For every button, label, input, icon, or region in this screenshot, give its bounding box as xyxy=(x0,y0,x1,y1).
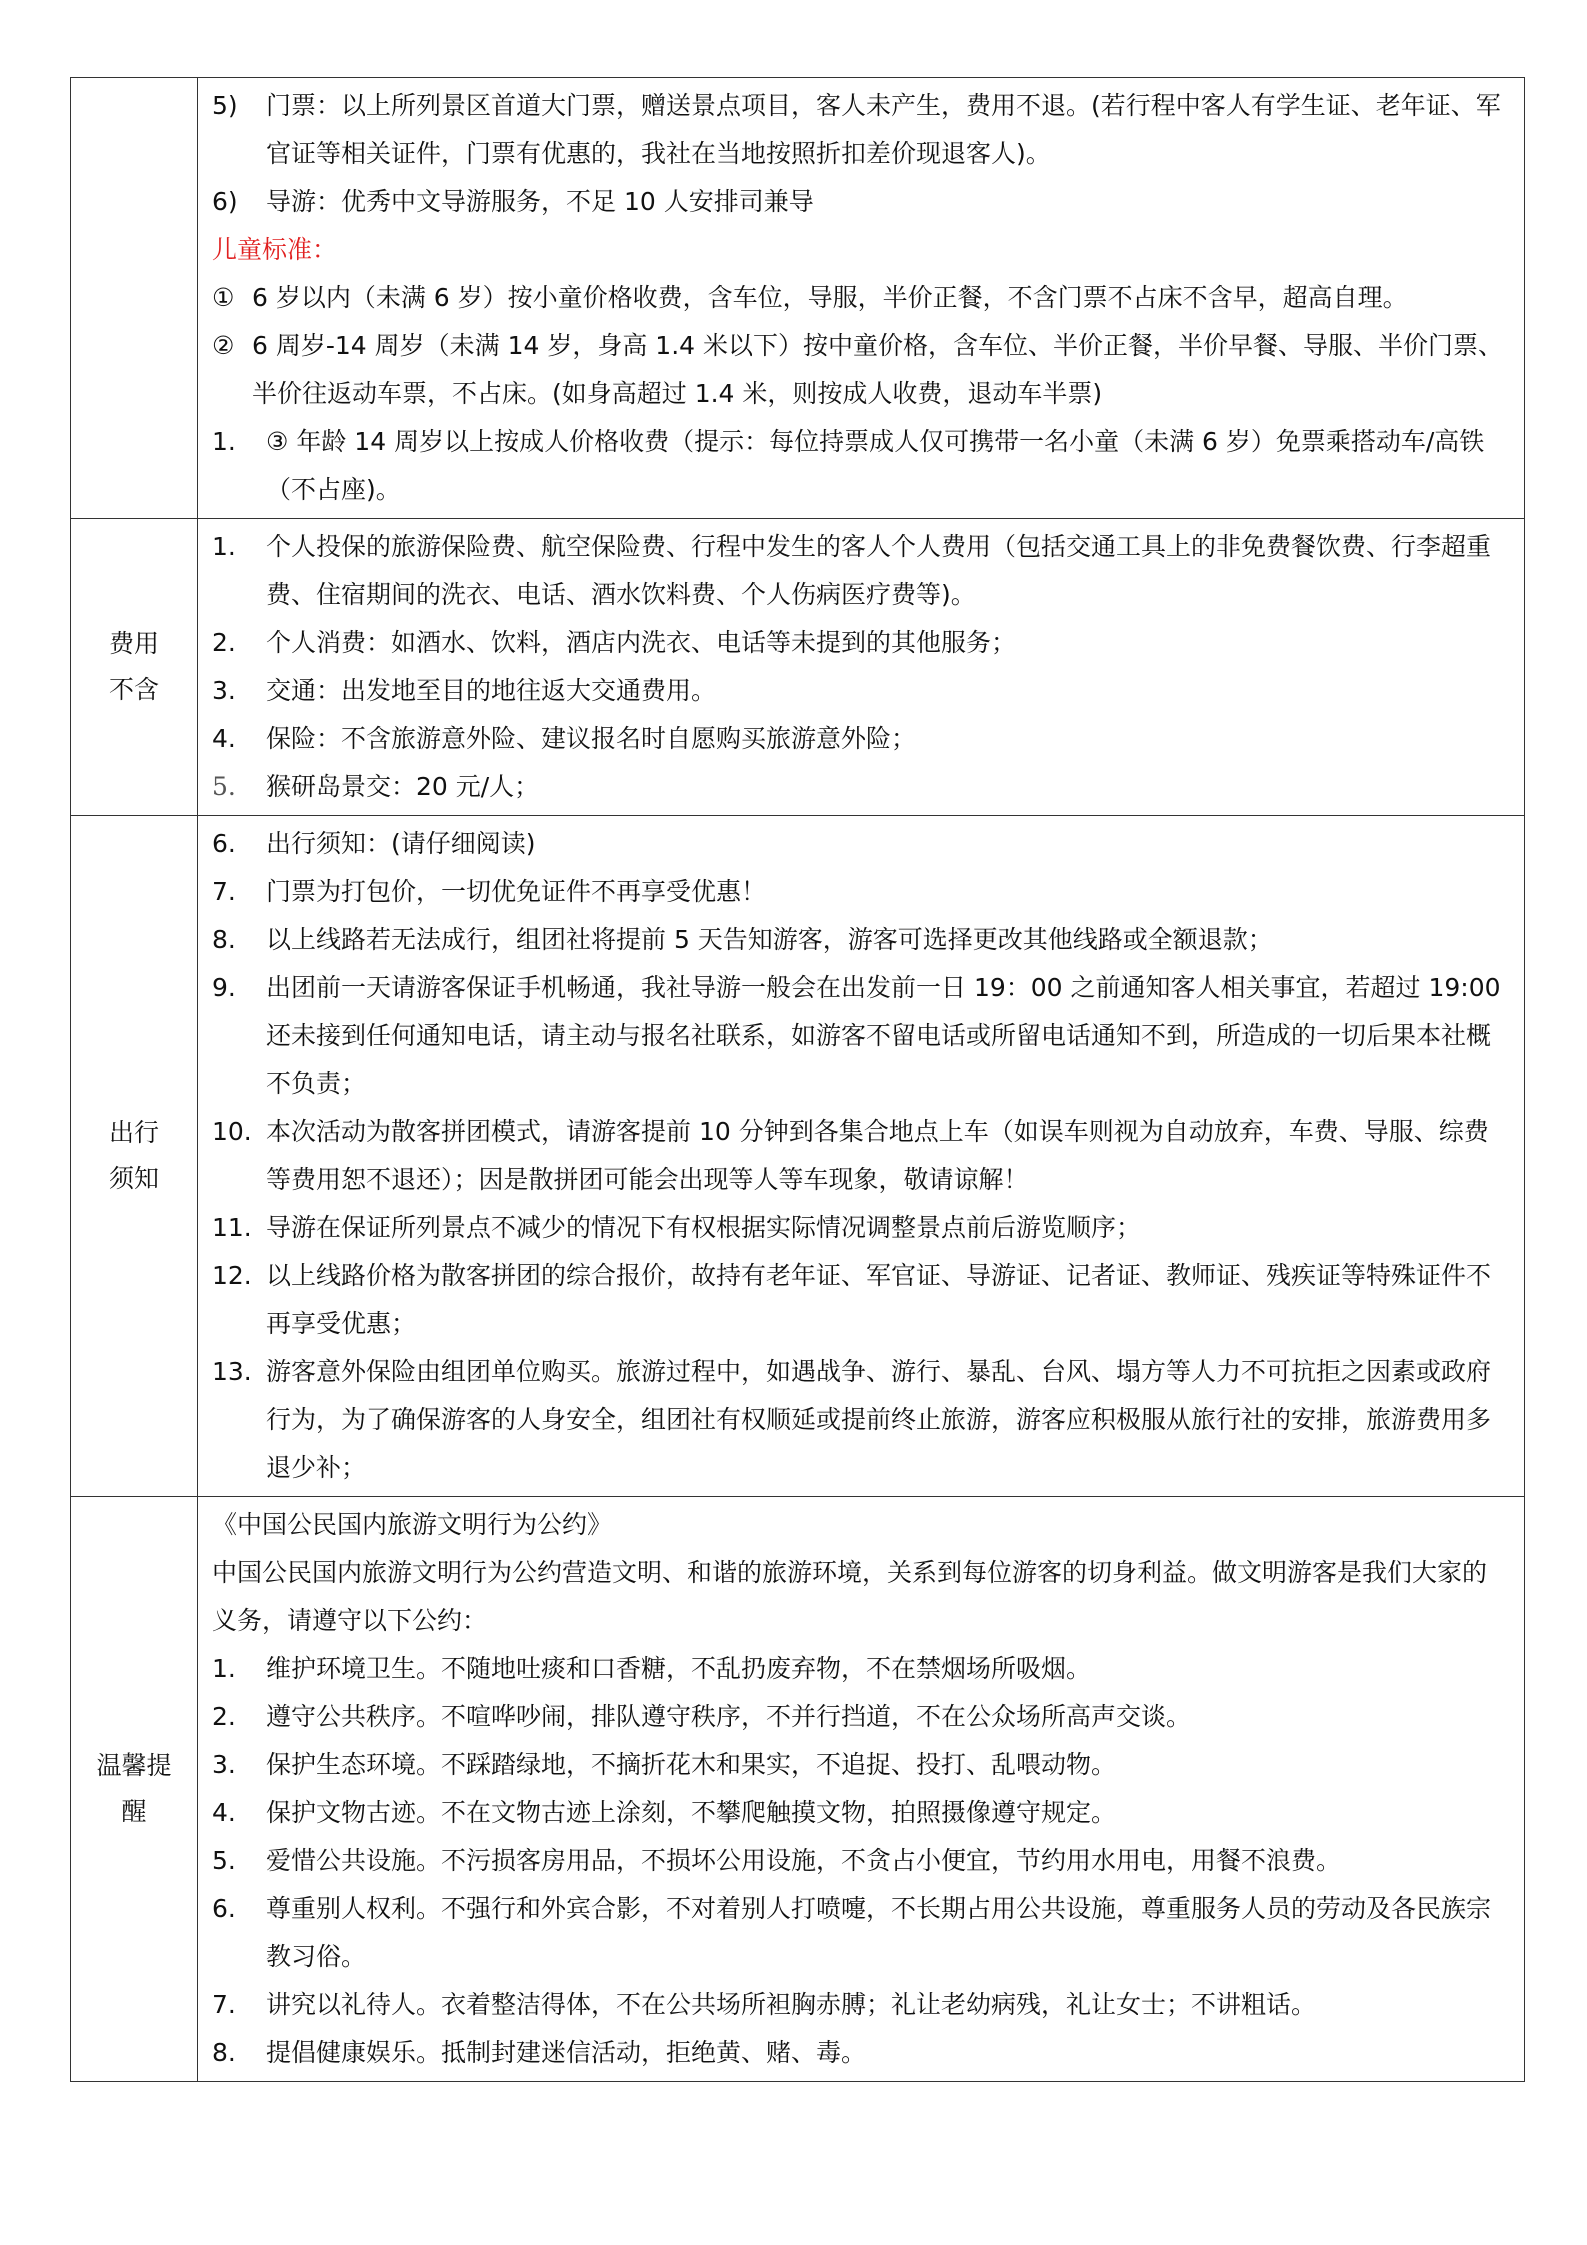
list-item xyxy=(212,619,1510,667)
item-number: 8. xyxy=(212,2038,236,2067)
item-text: 6 周岁-14 周岁（未满 14 岁，身高 1.4 米以下）按中童价格，含车位、半价正餐，半价早餐、导服、半价门票、半价往返动车票，不占床。(如身高超过 1.4 米，则按成人收费，退动车半票) xyxy=(252,331,1503,408)
item-text: 保护生态环境。不踩踏绿地，不摘折花木和果实，不追捉、投打、乱喂动物。 xyxy=(266,1750,1117,1779)
item-text: 导游：优秀中文导游服务，不足 10 人安排司兼导 xyxy=(266,187,814,216)
item-text: 以上线路价格为散客拼团的综合报价，故持有老年证、军官证、导游证、记者证、教师证、残疾证等特殊证件不再享受优惠； xyxy=(266,1261,1492,1338)
item-text: 个人投保的旅游保险费、航空保险费、行程中发生的客人个人费用（包括交通工具上的非免费餐饮费、行李超重费、住宿期间的洗衣、电话、酒水饮料费、个人伤病医疗费等)。 xyxy=(266,532,1492,609)
item-number: 11. xyxy=(212,1213,252,1242)
item-number: 3. xyxy=(212,676,236,705)
item-number: 7. xyxy=(212,1990,236,2019)
list-item xyxy=(212,715,1510,763)
list-item xyxy=(212,178,1510,226)
item-text: 个人消费：如酒水、饮料，酒店内洗衣、电话等未提到的其他服务； xyxy=(266,628,1017,657)
item-text: 讲究以礼待人。衣着整洁得体，不在公共场所袒胸赤膊；礼让老幼病残，礼让女士；不讲粗话。 xyxy=(266,1990,1317,2019)
list-item xyxy=(212,274,1510,322)
row-label-empty xyxy=(71,78,198,519)
row-label-exclusions: 费用 不含 xyxy=(71,519,198,816)
item-text: 尊重别人权利。不强行和外宾合影，不对着别人打喷嚏，不长期占用公共设施，尊重服务人员的劳动及各民族宗教习俗。 xyxy=(266,1894,1492,1971)
list-item xyxy=(212,1252,1510,1348)
item-number: 5. xyxy=(212,772,236,801)
list-item xyxy=(212,1885,1510,1981)
list-item xyxy=(212,1348,1510,1492)
item-number: 3. xyxy=(212,1750,236,1779)
item-text: 以上线路若无法成行，组团社将提前 5 天告知游客，游客可选择更改其他线路或全额退款； xyxy=(266,925,1273,954)
row-exclusions xyxy=(71,519,1525,816)
item-text: ③ 年龄 14 周岁以上按成人价格收费（提示：每位持票成人仅可携带一名小童（未满 6 岁）免票乘搭动车/高铁（不占座)。 xyxy=(266,427,1485,504)
item-number: 2. xyxy=(212,1702,236,1731)
item-number: 1. xyxy=(212,532,236,561)
row-warm-reminder xyxy=(71,1497,1525,2082)
item-text: 门票：以上所列景区首道大门票，赠送景点项目，客人未产生，费用不退。(若行程中客人有学生证、老年证、军官证等相关证件，门票有优惠的，我社在当地按照折扣差价现退客人)。 xyxy=(266,91,1501,168)
item-number: ① xyxy=(212,283,235,312)
item-text: 保险：不含旅游意外险、建议报名时自愿购买旅游意外险； xyxy=(266,724,917,753)
list-item xyxy=(212,418,1510,514)
row-label-travel-notice: 出行 须知 xyxy=(71,816,198,1497)
convention-title: 《中国公民国内旅游文明行为公约》 xyxy=(212,1510,613,1539)
item-text: 交通：出发地至目的地往返大交通费用。 xyxy=(266,676,717,705)
item-number: 10. xyxy=(212,1117,252,1146)
list-item xyxy=(212,1645,1510,1693)
inclusions-content xyxy=(198,78,1525,519)
item-number: 6. xyxy=(212,1894,236,1923)
item-text: 出团前一天请游客保证手机畅通，我社导游一般会在出发前一日 19：00 之前通知客人相关事宜，若超过 19:00 还未接到任何通知电话，请主动与报名社联系，如游客不留电话或所留电话通知不到，所造成的一切后果本社概不负责； xyxy=(266,973,1501,1098)
item-number: 8. xyxy=(212,925,236,954)
item-text: 游客意外保险由组团单位购买。旅游过程中，如遇战争、游行、暴乱、台风、塌方等人力不可抗拒之因素或政府行为，为了确保游客的人身安全，组团社有权顺延或提前终止旅游，游客应积极服从旅行社的安排，旅游费用多退少补； xyxy=(266,1357,1492,1482)
row-label-warm-reminder: 温馨提 醒 xyxy=(71,1497,198,2082)
convention-intro: 中国公民国内旅游文明行为公约营造文明、和谐的旅游环境，关系到每位游客的切身利益。做文明游客是我们大家的义务，请遵守以下公约： xyxy=(212,1558,1488,1635)
list-item xyxy=(212,1741,1510,1789)
item-number: 12. xyxy=(212,1261,252,1290)
item-text: 门票为打包价，一切优免证件不再享受优惠！ xyxy=(266,877,767,906)
list-item xyxy=(212,1204,1510,1252)
item-number: 4. xyxy=(212,724,236,753)
item-number: 13. xyxy=(212,1357,252,1386)
item-number: 4. xyxy=(212,1798,236,1827)
row-travel-notice xyxy=(71,816,1525,1497)
list-item xyxy=(212,916,1510,964)
list-item xyxy=(212,1789,1510,1837)
item-text: 遵守公共秩序。不喧哗吵闹，排队遵守秩序，不并行挡道，不在公众场所高声交谈。 xyxy=(266,1702,1192,1731)
list-item xyxy=(212,2029,1510,2077)
row-inclusions-continued xyxy=(71,78,1525,519)
item-number: 2. xyxy=(212,628,236,657)
item-text: 猴研岛景交：20 元/人； xyxy=(266,772,540,801)
list-item xyxy=(212,1981,1510,2029)
list-item xyxy=(212,1693,1510,1741)
item-number: 1. xyxy=(212,427,236,456)
item-number: 6) xyxy=(212,187,238,216)
list-item xyxy=(212,964,1510,1108)
item-text: 6 岁以内（未满 6 岁）按小童价格收费，含车位，导服，半价正餐，不含门票不占床不含早，超高自理。 xyxy=(252,283,1408,312)
list-item xyxy=(212,1837,1510,1885)
item-number: ② xyxy=(212,331,235,360)
warm-reminder-content xyxy=(198,1497,1525,2082)
list-item xyxy=(212,523,1510,619)
list-item xyxy=(212,322,1510,418)
item-number: 5) xyxy=(212,91,238,120)
item-text: 维护环境卫生。不随地吐痰和口香糖，不乱扔废弃物，不在禁烟场所吸烟。 xyxy=(266,1654,1092,1683)
item-text: 提倡健康娱乐。抵制封建迷信活动，拒绝黄、赌、毒。 xyxy=(266,2038,867,2067)
item-number: 5. xyxy=(212,1846,236,1875)
item-number: 7. xyxy=(212,877,236,906)
itinerary-table xyxy=(70,77,1525,2082)
item-number: 1. xyxy=(212,1654,236,1683)
item-text: 保护文物古迹。不在文物古迹上涂刻，不攀爬触摸文物，拍照摄像遵守规定。 xyxy=(266,1798,1117,1827)
list-item xyxy=(212,1108,1510,1204)
item-number: 6. xyxy=(212,829,236,858)
item-text: 本次活动为散客拼团模式，请游客提前 10 分钟到各集合地点上车（如误车则视为自动放弃，车费、导服、综费等费用恕不退还）；因是散拼团可能会出现等人等车现象，敬请谅解！ xyxy=(266,1117,1489,1194)
item-text: 导游在保证所列景点不减少的情况下有权根据实际情况调整景点前后游览顺序； xyxy=(266,1213,1142,1242)
list-item xyxy=(212,763,1510,811)
list-item xyxy=(212,868,1510,916)
item-text: 出行须知：(请仔细阅读) xyxy=(266,829,536,858)
list-item xyxy=(212,667,1510,715)
item-text: 爱惜公共设施。不污损客房用品，不损坏公用设施，不贪占小便宜，节约用水用电，用餐不浪费。 xyxy=(266,1846,1342,1875)
list-item xyxy=(212,82,1510,178)
child-standard-heading: 儿童标准： xyxy=(212,235,338,264)
item-number: 9. xyxy=(212,973,236,1002)
list-item xyxy=(212,820,1510,868)
travel-notice-content xyxy=(198,816,1525,1497)
exclusions-content xyxy=(198,519,1525,816)
